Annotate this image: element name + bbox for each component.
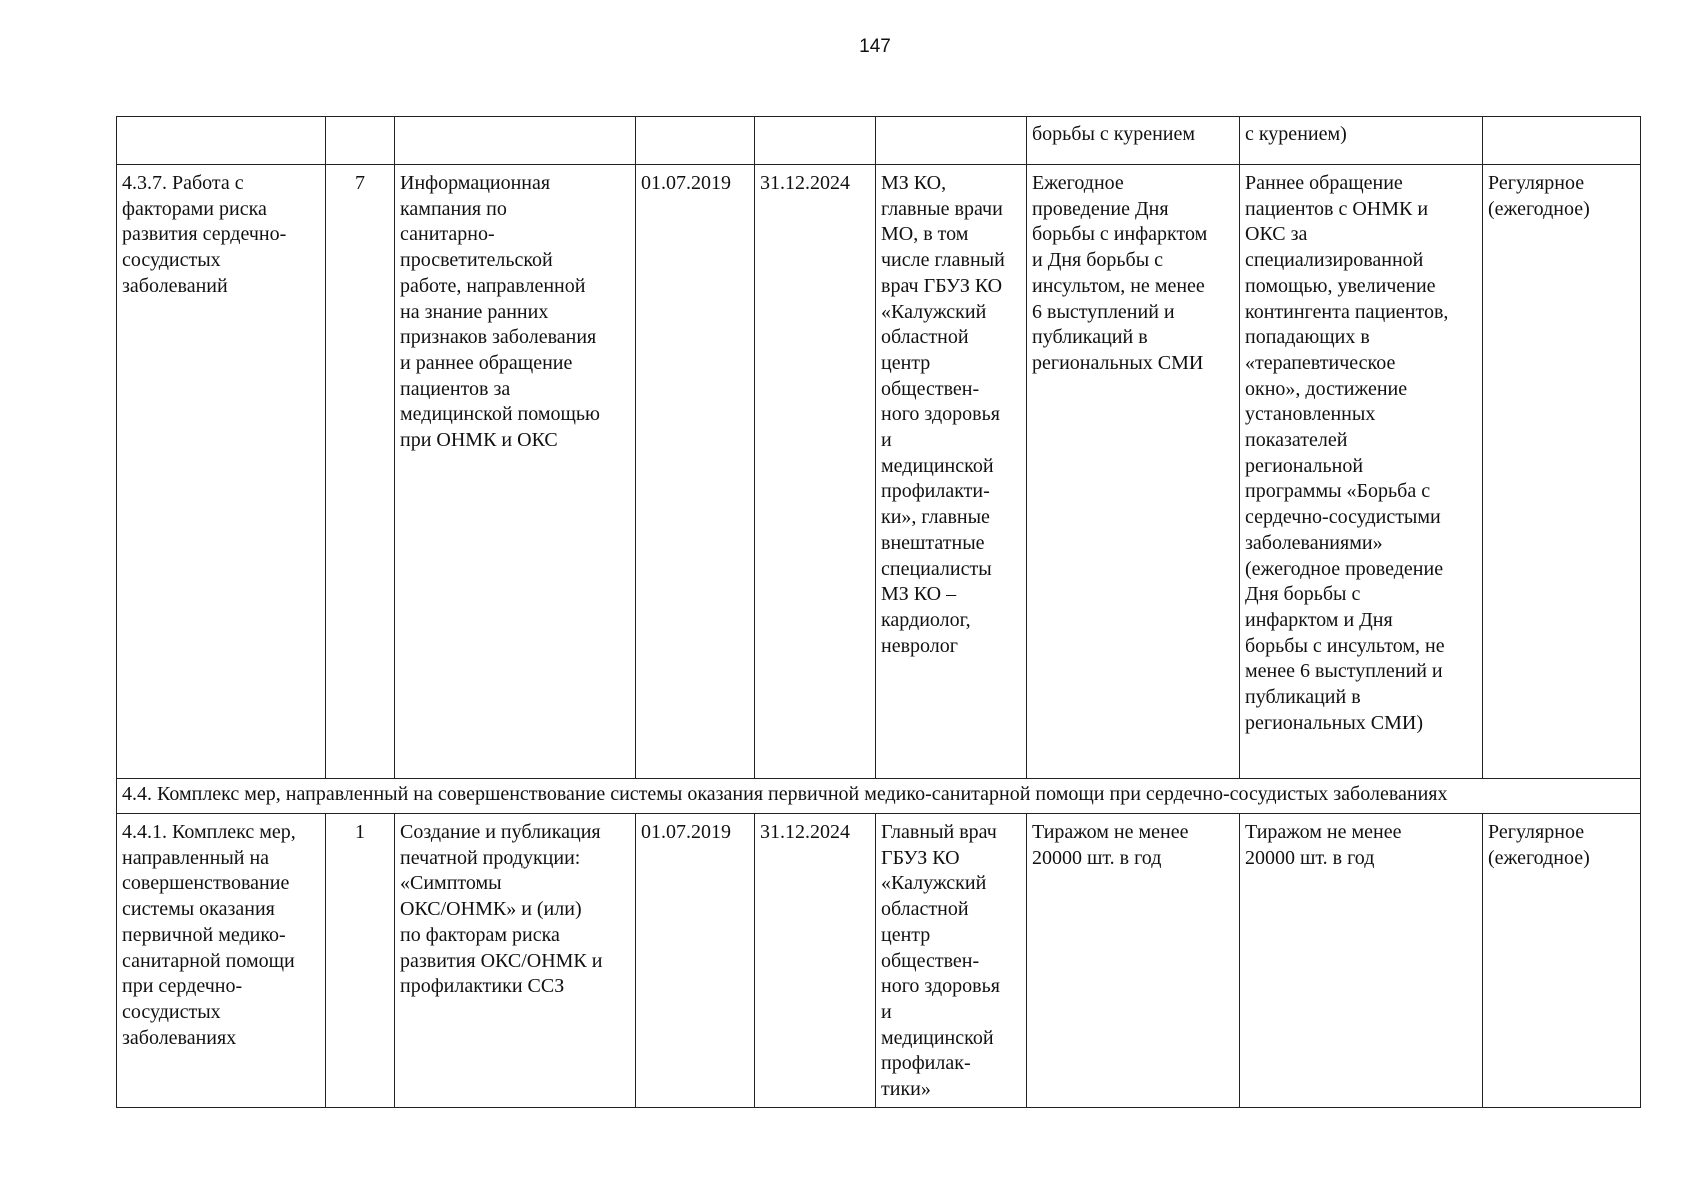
cell-text-line: ОКС/ОНМК» и (или) [400,898,582,921]
cell-text-line: медицинской [881,1026,994,1049]
cell-text-line: невролог [881,634,958,657]
cell-text-line: заболеваниях [122,1026,237,1049]
cell-text-line: борьбы с инфарктом [1032,223,1208,246]
cell-text-line: внештатные [881,531,985,554]
cell-number [326,117,395,165]
cell-text-line: (ежегодное) [1488,846,1590,869]
cell-control [1483,117,1641,165]
cell-text-line: менее 6 выступлений и [1245,660,1443,683]
cell-text-line: «Калужский [881,300,987,323]
cell-text-line: областной [881,326,969,349]
cell-text-line: показателей [1245,429,1348,452]
cell-responsible [876,814,1027,1108]
cell-text-line: Тиражом не менее [1245,821,1402,843]
cell-text-line: и [881,429,892,452]
cell-text-line: при ОНМК и ОКС [400,429,558,452]
cell-text-line: контингента пациентов, [1245,300,1449,323]
cell-text-line: при сердечно- [122,975,243,998]
cell-text-line: инсультом, не менее [1032,274,1205,297]
cell-text-line: заболеваний [122,274,228,297]
cell-text-line: главные врачи [881,197,1003,220]
cell-text-line: Дня борьбы с [1245,583,1361,606]
cell-text-line: сосудистых [122,1000,221,1023]
cell-control [1483,165,1641,779]
cell-start-date: 01.07.2019 [636,165,755,779]
cell-text-line: (ежегодное проведение [1245,557,1444,580]
cell-text-line: обществен- [881,949,980,972]
cell-text-line: ОКС за [1245,223,1308,246]
cell-text-line: региональных СМИ) [1245,711,1424,734]
cell-text-line: Создание и публикация [400,821,601,843]
cell-text-line: МЗ КО, [881,172,947,194]
cell-text-line: Ежегодное [1032,172,1124,194]
page-number: 147 [859,36,891,57]
cell-text-line: региональных СМИ [1032,351,1204,374]
cell-text-line: окно», достижение [1245,377,1408,400]
cell-start-date [636,117,755,165]
cell-text-line: 20000 шт. в год [1032,846,1162,869]
cell-text-line: числе главный [881,249,1005,272]
cell-text-line: сердечно-сосудистыми [1245,506,1441,529]
cell-text-line: борьбы с инсультом, не [1245,634,1445,657]
cell-text-line: ного здоровья [881,975,1000,998]
cell-text-line: Регулярное [1488,821,1585,843]
cell-text-line: системы оказания [122,898,275,921]
cell-text-line: профилак- [881,1052,971,1075]
cell-text-line: Тиражом не менее [1032,821,1189,843]
table-row-4-3-7 [117,165,1641,779]
cell-text-line: направленный на [122,846,270,869]
cell-number: 7 [326,165,395,779]
cell-text-line: 4.3.7. Работа с [122,172,244,194]
cell-text-line: кампания по [400,197,507,220]
cell-text-line: признаков заболевания [400,326,597,349]
cell-name [117,165,326,779]
cell-text-line: ного здоровья [881,403,1000,426]
cell-text-line: развития сердечно- [122,223,287,246]
cell-text-line: МО, в том [881,223,969,246]
cell-text-line: 6 выступлений и [1032,300,1175,323]
cell-text-line: пациентов с ОНМК и [1245,197,1429,220]
cell-text-line: 4.4.1. Комплекс мер, [122,821,296,843]
cell-text-line: ГБУЗ КО [881,846,960,869]
cell-number: 1 [326,814,395,1108]
cell-text-line: центр [881,351,931,374]
cell-responsible [876,117,1027,165]
cell-text-line: региональной [1245,454,1364,477]
cell-text-line: санитарно- [400,223,495,246]
cell-result [1240,165,1483,779]
cell-text-line: факторами риска [122,197,267,220]
cell-name [117,814,326,1108]
cell-text-line: Главный врач [881,821,997,843]
cell-text-line: Раннее обращение [1245,172,1403,194]
table-row-continuation [117,117,1641,165]
cell-text-line: «Симптомы [400,872,502,895]
cell-text-line: попадающих в [1245,326,1370,349]
cell-end-date [755,117,876,165]
cell-text-line: программы «Борьба с [1245,480,1431,503]
cell-text-line: печатной продукции: [400,846,581,869]
cell-result [1240,814,1483,1108]
cell-text-line: публикаций в [1032,326,1148,349]
table-row-4-4-1 [117,814,1641,1108]
cell-text-line: обществен- [881,377,980,400]
cell-characteristic: борьбы с курением [1027,117,1240,165]
cell-text-line: проведение Дня [1032,197,1169,220]
cell-text-line: кардиолог, [881,608,971,631]
cell-text-line: областной [881,898,969,921]
cell-start-date: 01.07.2019 [636,814,755,1108]
cell-text-line: первичной медико- [122,923,286,946]
cell-result: с курением) [1240,117,1483,165]
cell-name [117,117,326,165]
cell-text-line: и Дня борьбы с [1032,249,1164,272]
cell-text-line: «Калужский [881,872,987,895]
cell-text-line: специализированной [1245,249,1424,272]
cell-text-line: инфарктом и Дня [1245,608,1393,631]
cell-text-line: помощью, увеличение [1245,274,1436,297]
cell-text-line: установленных [1245,403,1376,426]
cell-text-line: врач ГБУЗ КО [881,274,1003,297]
cell-text-line: на знание ранних [400,300,549,323]
cell-event [395,165,636,779]
cell-text-line: Информационная [400,172,551,194]
measures-table [116,116,1641,1108]
cell-text-line: просветительской [400,249,553,272]
cell-responsible [876,165,1027,779]
cell-text-line: развития ОКС/ОНМК и [400,949,603,972]
cell-text-line: ки», главные [881,506,990,529]
cell-text-line: совершенствование [122,872,290,895]
cell-text-line: специалисты [881,557,992,580]
cell-text-line: центр [881,923,931,946]
cell-characteristic [1027,165,1240,779]
cell-end-date: 31.12.2024 [755,165,876,779]
cell-event [395,117,636,165]
cell-text-line: 20000 шт. в год [1245,846,1375,869]
cell-text-line: публикаций в [1245,686,1361,709]
cell-text-line: тики» [881,1078,931,1101]
cell-text-line: медицинской [881,454,994,477]
cell-text-line: и [881,1000,892,1023]
cell-event [395,814,636,1108]
cell-text-line: по факторам риска [400,923,560,946]
cell-text-line: профилактики ССЗ [400,975,565,998]
cell-text-line: работе, направленной [400,274,586,297]
cell-text-line: заболеваниями» [1245,531,1383,554]
cell-text-line: медицинской помощью [400,403,600,426]
cell-control [1483,814,1641,1108]
cell-text-line: (ежегодное) [1488,197,1590,220]
cell-characteristic [1027,814,1240,1108]
cell-end-date: 31.12.2024 [755,814,876,1108]
cell-text-line: пациентов за [400,377,511,400]
cell-text-line: МЗ КО – [881,583,957,606]
cell-text-line: «терапевтическое [1245,351,1396,374]
cell-text-line: санитарной помощи [122,949,295,972]
cell-text-line: профилакти- [881,480,990,503]
section-title: 4.4. Комплекс мер, направленный на совершенствование системы оказания первичной медико-санитарной помощи при сердечно-сосудистых заболеваниях [117,779,1641,814]
cell-text-line: сосудистых [122,249,221,272]
table-section-row-4-4 [117,779,1641,814]
cell-text-line: Регулярное [1488,172,1585,194]
cell-text-line: и раннее обращение [400,351,573,374]
